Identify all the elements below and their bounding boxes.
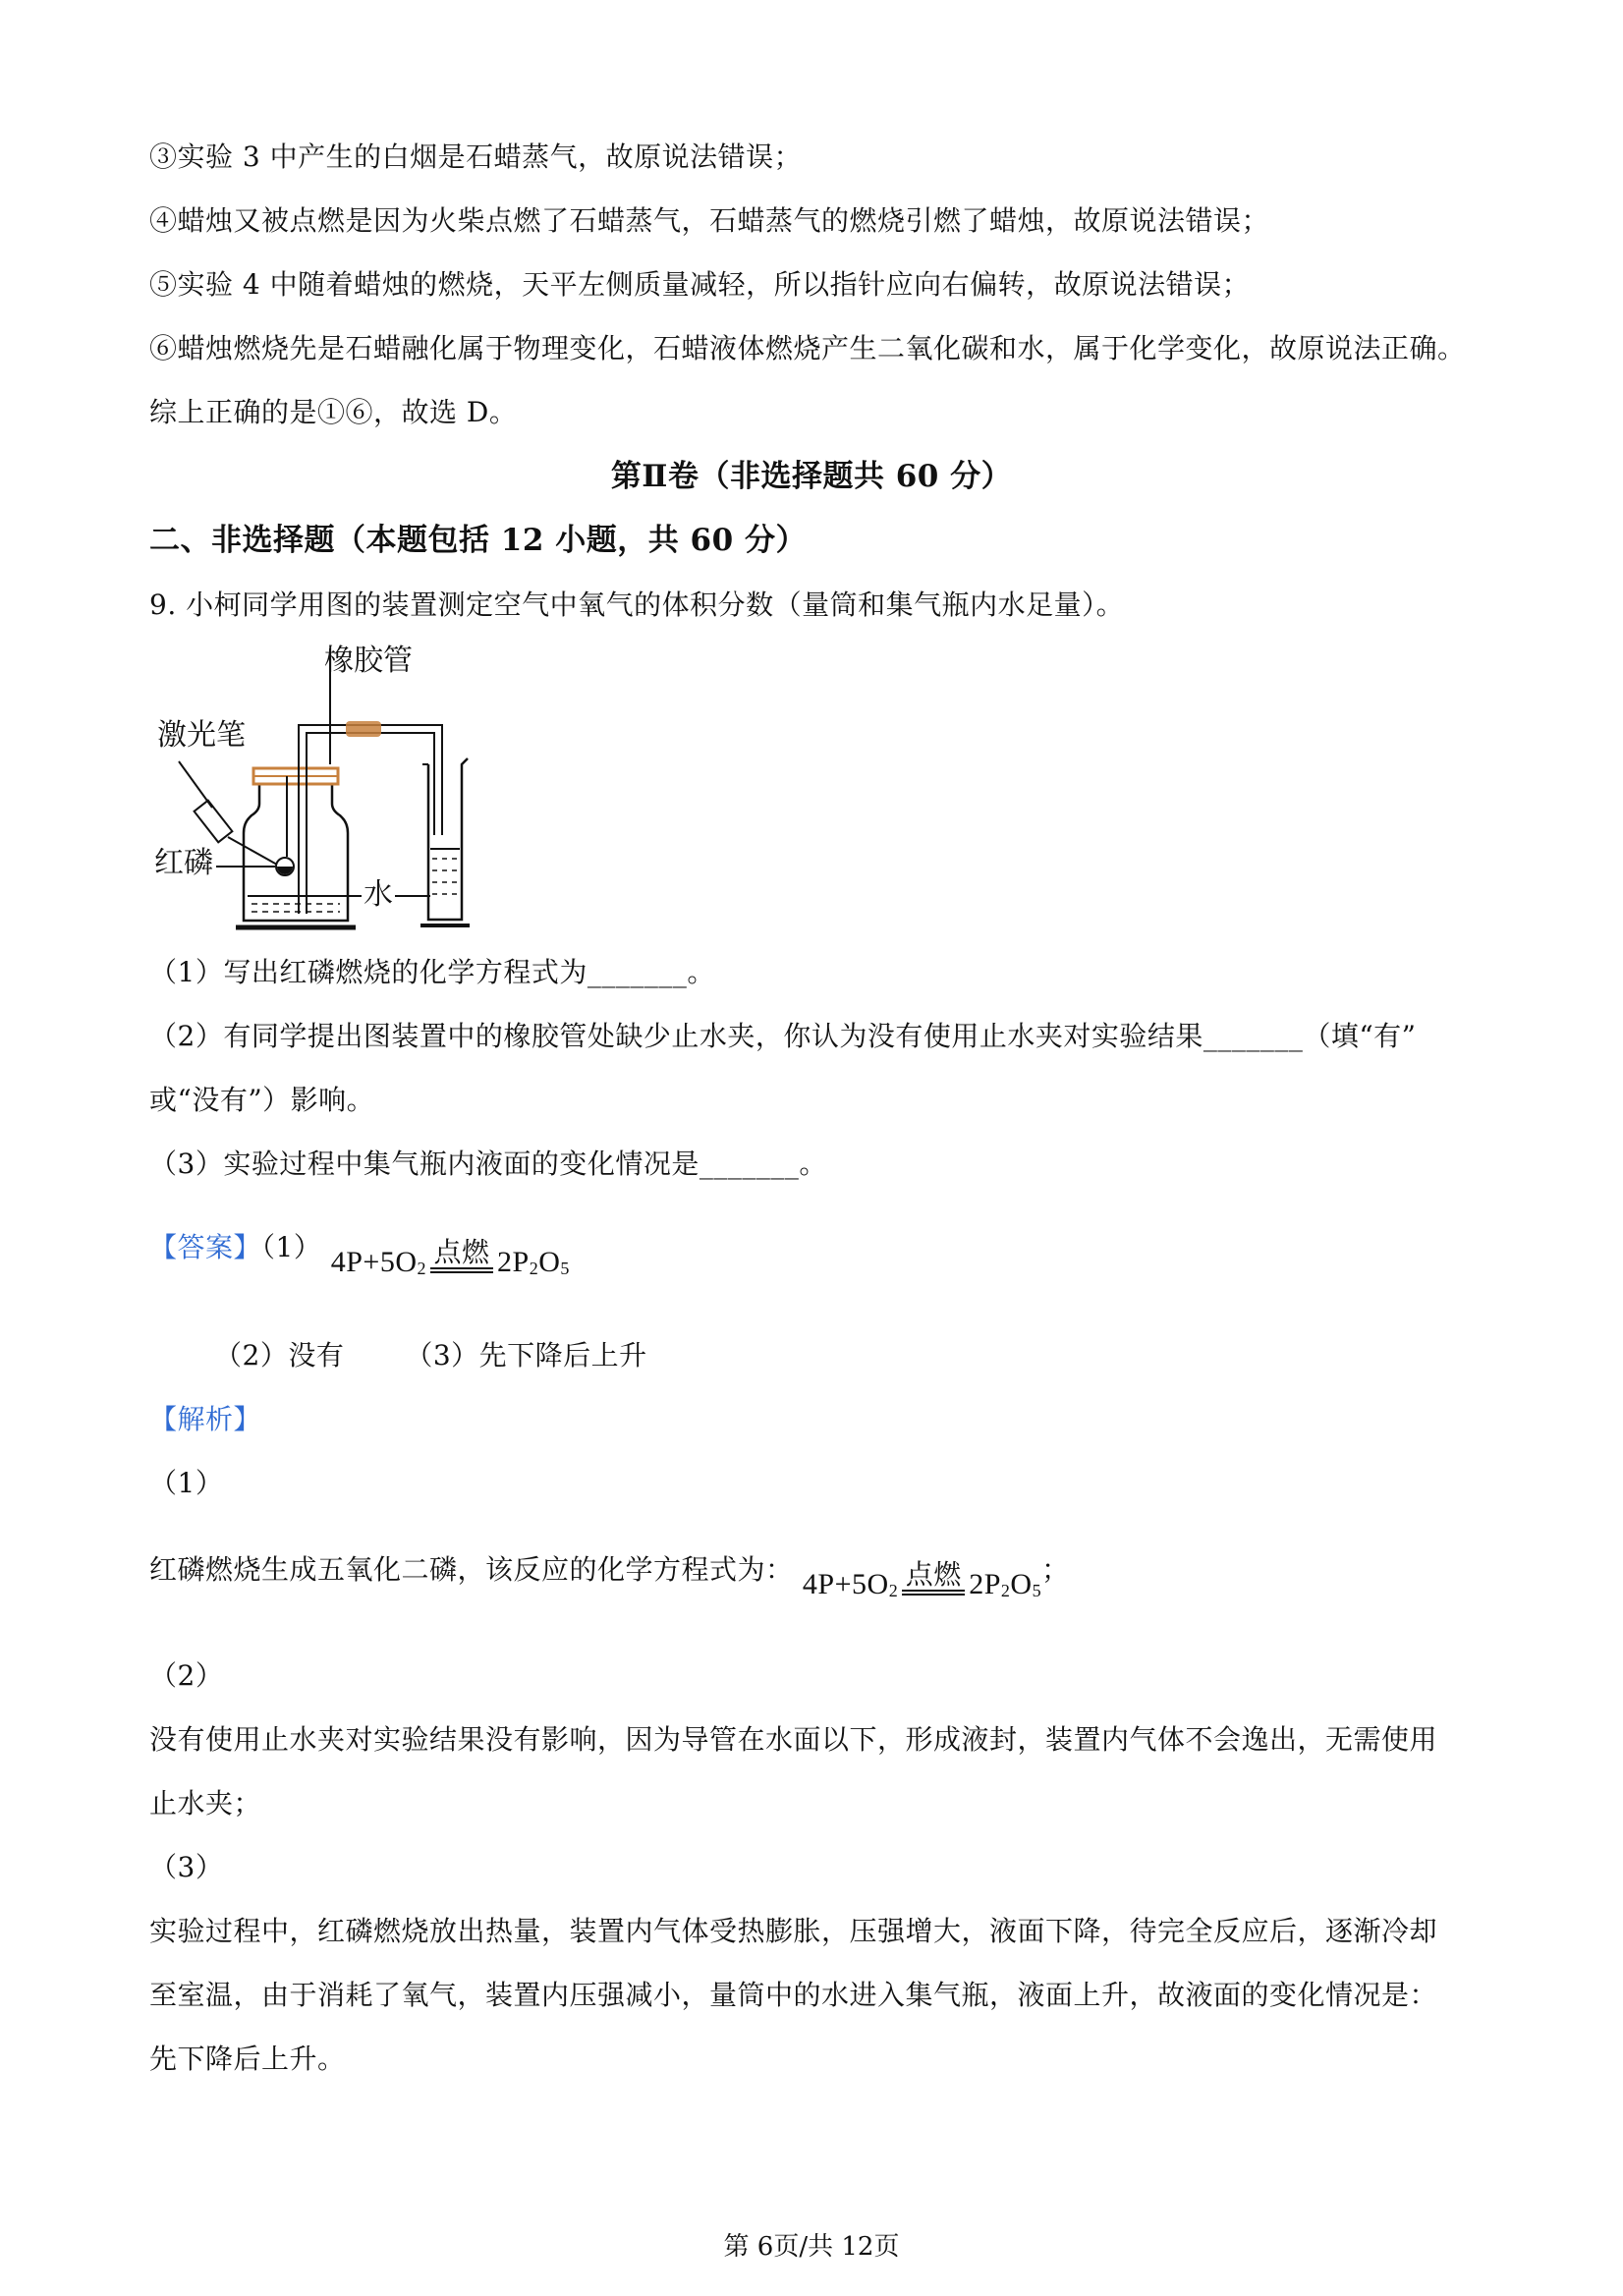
- apparatus-figure: [149, 639, 474, 933]
- analysis-1-text: 红磷燃烧生成五氧化二磷，该反应的化学方程式为：: [149, 1553, 794, 1586]
- apparatus-diagram: [149, 639, 474, 933]
- analysis-3-c: 先下降后上升。: [149, 2043, 346, 2075]
- answer-line: [149, 1216, 570, 1279]
- text-line-6: ⑥蜡烛燃烧先是石蜡融化属于物理变化，石蜡液体燃烧产生二氧化碳和水，属于化学变化，故原说法正确。: [149, 332, 1466, 364]
- part-title: 二、非选择题（本题包括 12 小题，共 60 分）: [149, 523, 807, 558]
- page-footer: 第 6页/共 12页: [723, 2232, 900, 2262]
- text-line-3: ③实验 3 中产生的白烟是石蜡蒸气，故原说法错误；: [149, 140, 803, 173]
- summary-line: 综上正确的是①⑥，故选 D。: [149, 396, 518, 428]
- chemical-equation-analysis: 4P+5O $_2$ 点燃 2P $_2$ O $_5$: [802, 1558, 1042, 1600]
- answer-parts-2-3: [149, 1336, 647, 1375]
- reaction-condition: 点燃: [430, 1238, 493, 1273]
- label-red-phosphorus: 红磷: [154, 846, 213, 880]
- analysis-2-a: 没有使用止水夹对实验结果没有影响，因为导管在水面以下，形成液封，装置内气体不会逸出，无需使用: [149, 1723, 1438, 1756]
- question-stem: 9. 小柯同学用图的装置测定空气中氧气的体积分数（量筒和集气瓶内水足量）。: [149, 588, 1125, 621]
- analysis-2-b: 止水夹；: [149, 1787, 262, 1820]
- answer-2: （2）没有: [214, 1339, 345, 1372]
- analysis-1-end: ；: [1041, 1553, 1070, 1586]
- analysis-3-a: 实验过程中，红磷燃烧放出热量，装置内气体受热膨胀，压强增大，液面下降，待完全反应后，逐渐冷却: [149, 1915, 1438, 1947]
- answer-1-prefix: （1）: [261, 1231, 322, 1263]
- analysis-3-num: （3）: [149, 1851, 224, 1883]
- answer-tag: 【答案】: [149, 1231, 262, 1263]
- analysis-1-line: [149, 1539, 1070, 1601]
- text-line-5: ⑤实验 4 中随着蜡烛的燃烧，天平左侧质量减轻，所以指针应向右偏转，故原说法错误；: [149, 268, 1251, 301]
- question-part-2b: 或“没有”）影响。: [149, 1084, 375, 1116]
- chemical-equation: 4P+5O $_2$ 点燃 2P $_2$ O $_5$: [330, 1236, 570, 1278]
- question-part-1: （1）写出红磷燃烧的化学方程式为_______。: [149, 956, 715, 988]
- volume-title: 第Ⅱ卷（非选择题共 60 分）: [610, 459, 1013, 494]
- text-line-4: ④蜡烛又被点燃是因为火柴点燃了石蜡蒸气，石蜡蒸气的燃烧引燃了蜡烛，故原说法错误；: [149, 204, 1270, 237]
- label-rubber-tube: 橡胶管: [324, 644, 413, 678]
- question-part-2a: （2）有同学提出图装置中的橡胶管处缺少止水夹，你认为没有使用止水夹对实验结果_______（填“有”: [149, 1020, 1417, 1052]
- label-water: 水: [364, 877, 393, 912]
- label-laser-pen: 激光笔: [157, 718, 246, 753]
- analysis-3-b: 至室温，由于消耗了氧气，装置内压强减小，量筒中的水进入集气瓶，液面上升，故液面的变化情况是：: [149, 1979, 1438, 2011]
- analysis-2-num: （2）: [149, 1659, 224, 1692]
- answer-3: （3）先下降后上升: [405, 1339, 647, 1372]
- question-part-3: （3）实验过程中集气瓶内液面的变化情况是_______。: [149, 1148, 827, 1180]
- analysis-tag: 【解析】: [149, 1403, 262, 1435]
- analysis-1-num: （1）: [149, 1467, 224, 1499]
